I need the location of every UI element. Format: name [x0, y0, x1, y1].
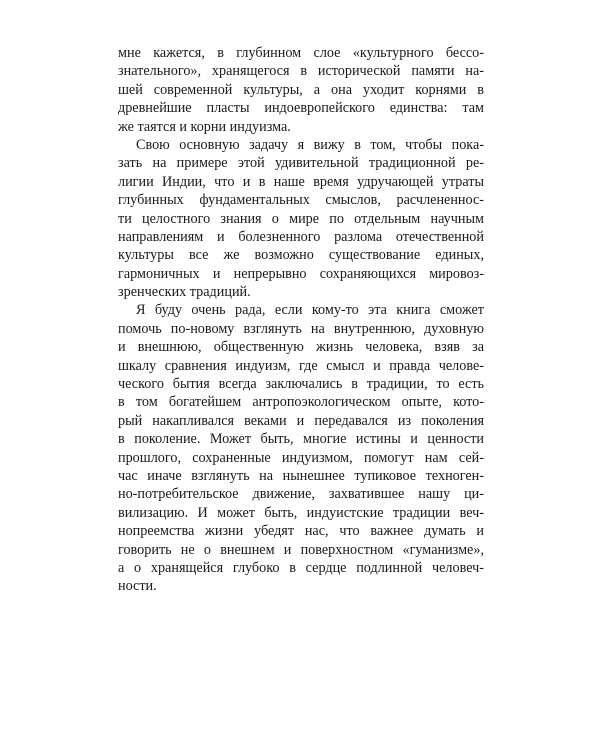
paragraph-3	[118, 301, 484, 595]
text-line: прошлого, сохраненные индуизмом, помогут нам сей-	[118, 449, 484, 466]
text-line: вилизацию. И может быть, индуистские традиции веч-	[118, 504, 484, 521]
text-line: лигии Индии, что и в наше время удручающей утраты	[118, 173, 484, 190]
body-text	[118, 44, 484, 596]
text-line: ти целостного знания о мире по отдельным научным	[118, 210, 484, 227]
text-line: но-потребительское движение, захватившее нашу ци-	[118, 486, 484, 503]
text-line: Свою основную задачу я вижу в том, чтобы пока-	[136, 136, 484, 153]
text-line: а о хранящейся глубоко в сердце подлинной человеч-	[118, 559, 484, 576]
text-line: зренческих традиций.	[118, 284, 251, 301]
paragraph-2	[118, 136, 484, 302]
text-line: в том богатейшем антропоэкологическом опыте, кото-	[118, 394, 484, 411]
text-line: в поколение. Может быть, многие истины и ценности	[118, 431, 484, 448]
text-line: рый накапливался веками и передавался из поколения	[118, 412, 484, 429]
text-line: ческого бытия всегда заключались в традиции, то есть	[118, 376, 484, 393]
text-line: направлениям и болезненного разлома отечественной	[118, 228, 484, 245]
text-line: шей современной культуры, а она уходит корнями в	[118, 81, 484, 98]
text-line: мне кажется, в глубинном слое «культурного бессо-	[118, 45, 484, 61]
text-line: гармоничных и непрерывно сохраняющихся мировоз-	[118, 265, 484, 282]
text-line: ности.	[118, 578, 157, 595]
text-line: древнейшие пласты индоевропейского единства: там	[118, 100, 484, 117]
text-line: зать на примере этой удивительной традиционной ре-	[118, 155, 484, 172]
text-line: Я буду очень рада, если кому-то эта книга сможет	[136, 302, 484, 319]
text-line: шкалу сравнения индуизм, где смысл и правда челове-	[118, 357, 484, 374]
paragraph-1	[118, 44, 484, 136]
text-line: глубинных фундаментальных смыслов, расчлененнос-	[118, 192, 484, 209]
text-line: помочь по-новому взглянуть на внутреннюю, духовную	[118, 320, 484, 337]
text-line: говорить не о внешнем и поверхностном «гуманизме»,	[118, 541, 484, 558]
text-line: час иначе взглянуть на нынешнее тупиковое техноген-	[118, 467, 484, 484]
text-line: культуры все же возможно существование единых,	[118, 247, 484, 264]
text-line: же таятся и корни индуизма.	[118, 118, 291, 135]
text-line: нопреемства жизни убедят нас, что важнее думать и	[118, 523, 484, 540]
text-line: знательного», хранящегося в исторической памяти на-	[118, 63, 484, 80]
text-line: и внешнюю, общественную жизнь человека, взяв за	[118, 339, 484, 356]
